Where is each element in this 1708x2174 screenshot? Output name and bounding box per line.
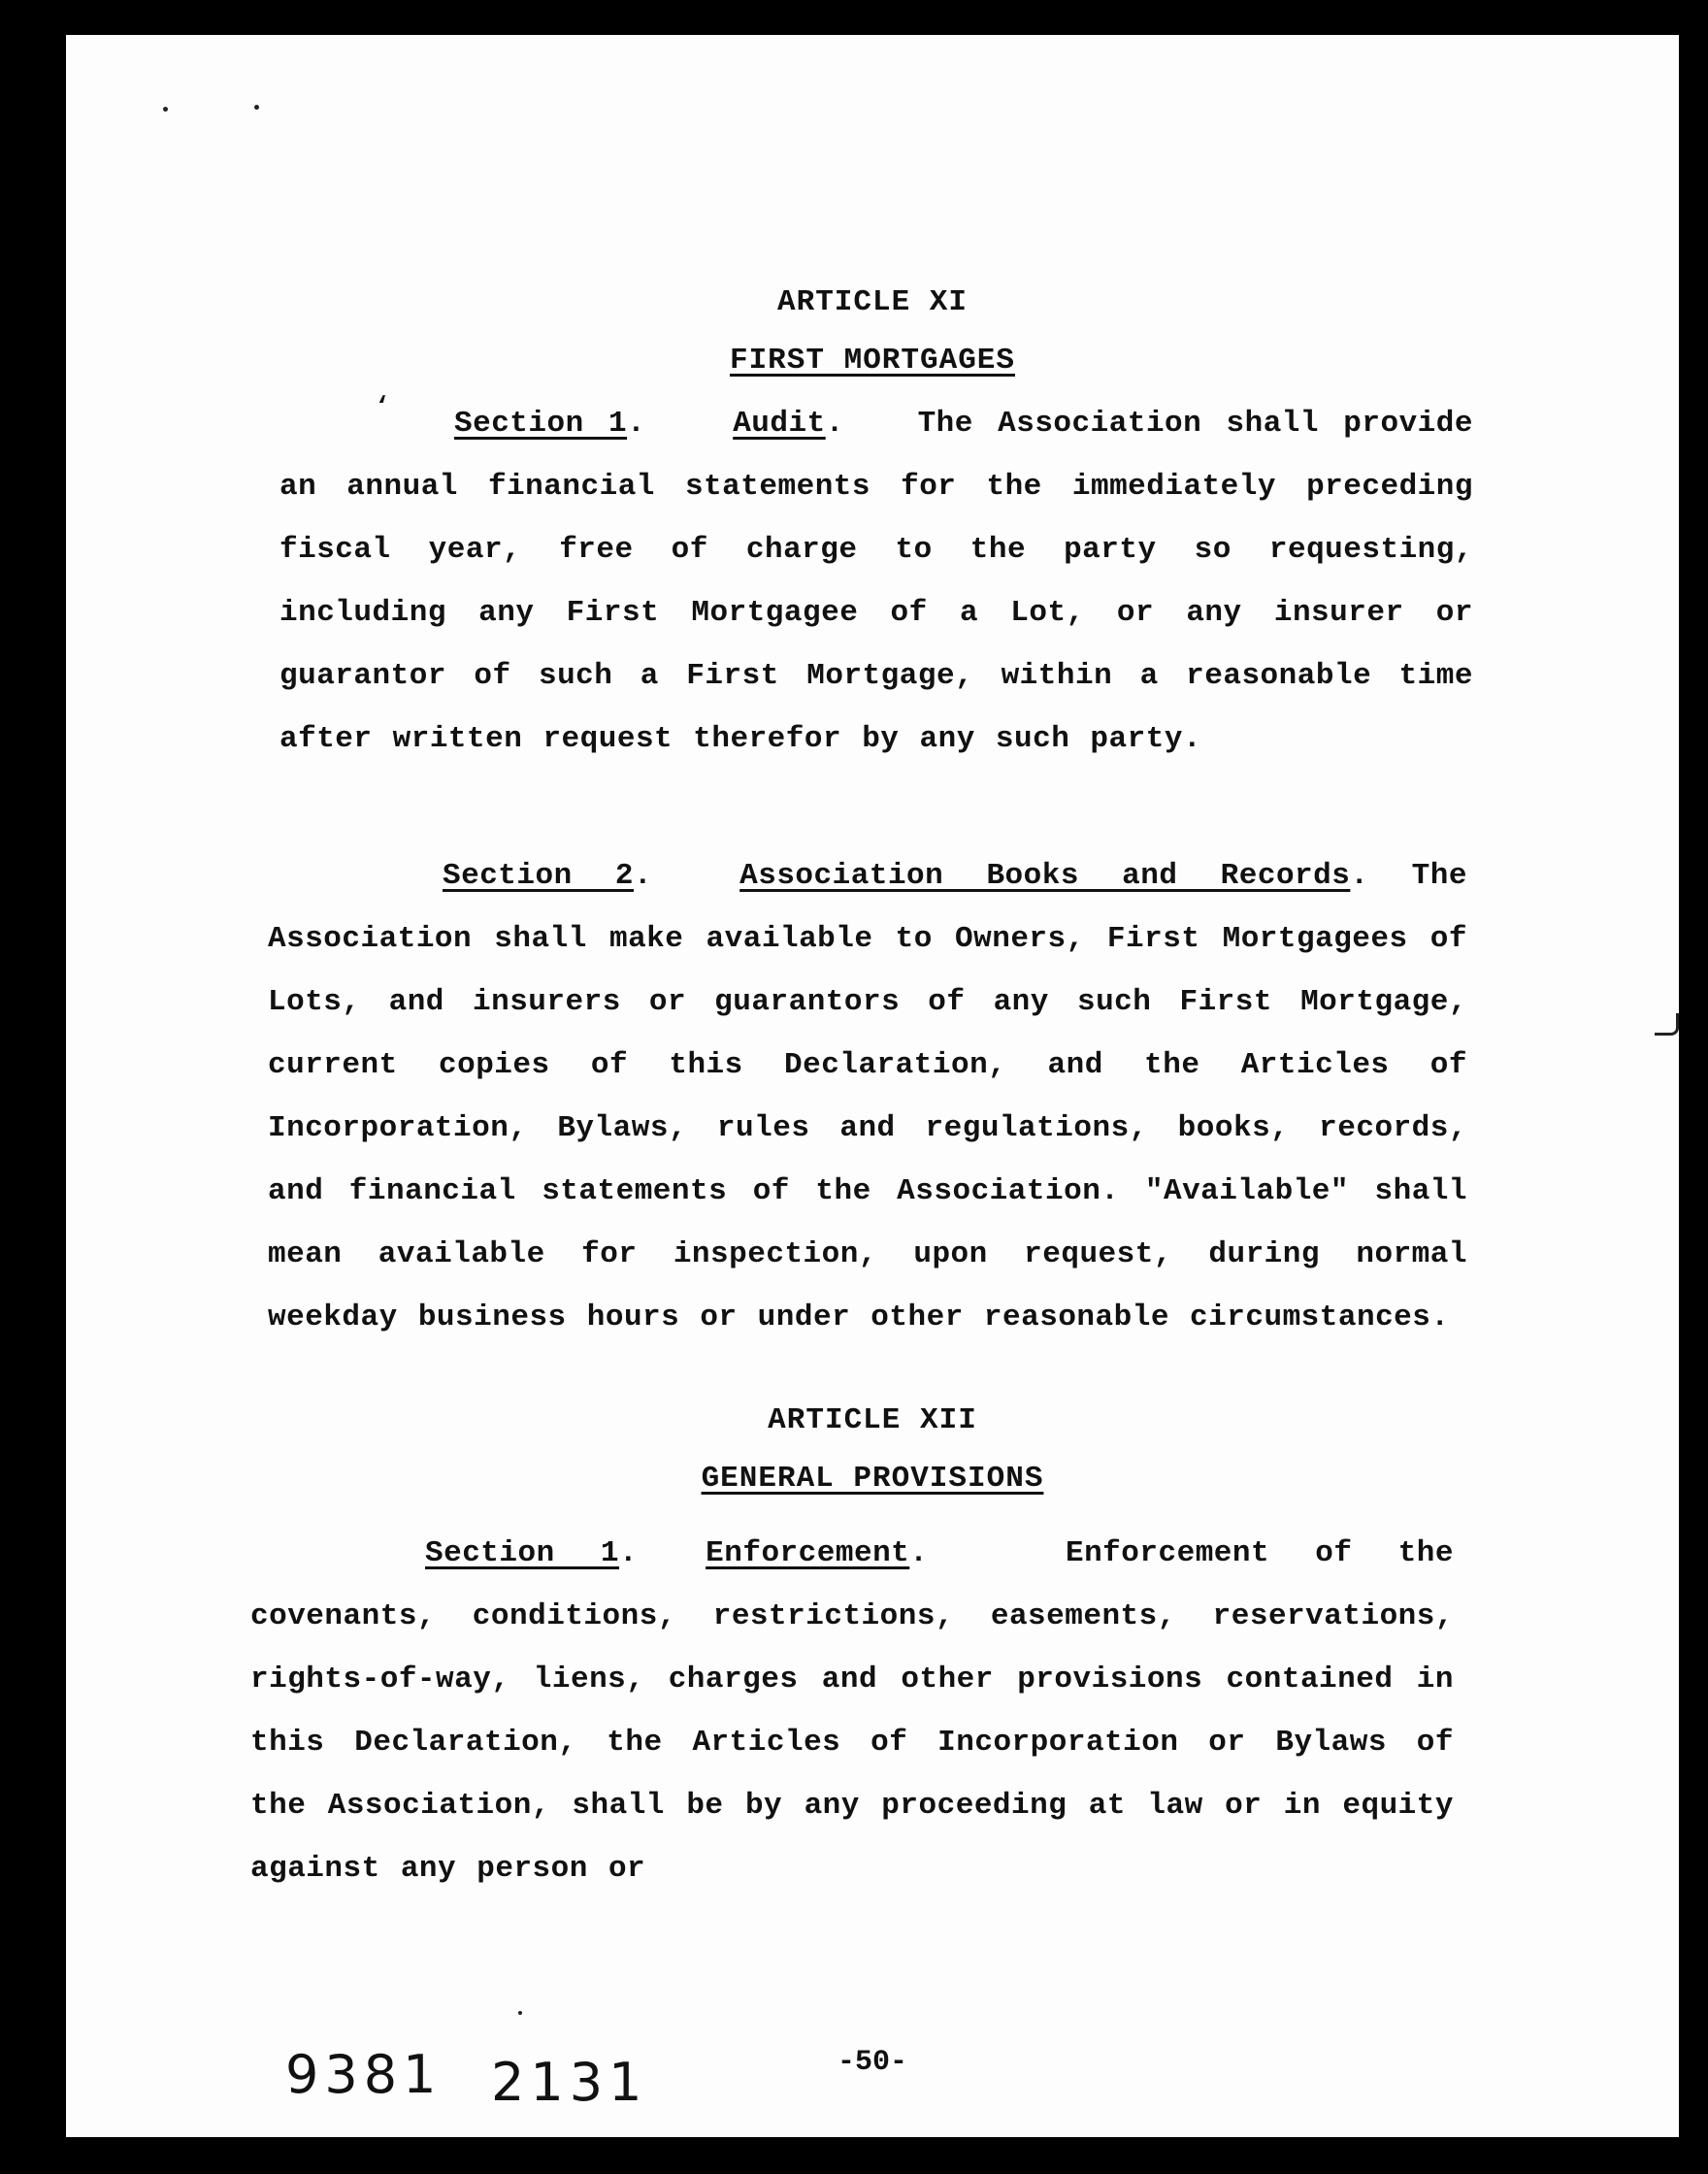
article-11-subtitle-text: FIRST MORTGAGES — [729, 344, 1016, 378]
document-page — [66, 35, 1679, 2137]
article-12-title: ARTICLE XII — [768, 1403, 977, 1437]
section-label: Section 2 — [443, 859, 635, 893]
article-12-subtitle — [66, 1462, 1679, 1496]
section-text: The Association shall make available to Owners, First Mortgagees of Lots, and insurers or guarantors of any such First Mortgage, current copies of this Declaration, and the Articles of Incorporation, Bylaws, rules and regulations, books, records, and financial statements of the Association. "Available" shall mean available for inspection, upon request, during normal weekday business hours or under other reasonable circumstances. — [268, 859, 1467, 1334]
margin-mark: ‘ — [375, 392, 390, 421]
section-heading: Association Books and Records — [739, 859, 1351, 893]
article-11-title: ARTICLE XI — [776, 285, 969, 319]
stamp-number-right: 2131 — [491, 2052, 648, 2113]
scan-speck — [254, 105, 259, 110]
stamp-number-left: 9381 — [285, 2044, 443, 2105]
section-text: Enforcement of the covenants, conditions, restrictions, easements, reservations, rights-of-way, liens, charges and other provisions contained in this Declaration, the Articles of Incorporation or Bylaws of the Association, shall be by any proceeding at law or in equity against any person or — [250, 1536, 1455, 1886]
article-11-section-1: Section 1. Audit. The Association shall provide an annual financial statements for the immediately preceding fiscal year, free of charge to the party so requesting, including any First Mortgagee of a Lot, or any insurer or guarantor of such a First Mortgage, within a reasonable time after written request therefor by any such party. — [279, 407, 1473, 756]
article-12-section-1: Section 1. Enforcement. Enforcement of the covenants, conditions, restrictions, easements, reservations, rights-of-way, liens, charges and other provisions contained in this Declaration, the Articles of Incorporation or Bylaws of the Association, shall be by any proceeding at law or in equity against any person or — [250, 1536, 1455, 1886]
article-11-section-2: Section 2. Association Books and Records. The Association shall make available to Owners, First Mortgagees of Lots, and insurers or guarantors of any such First Mortgage, current copies of this Declaration, and the Articles of Incorporation, Bylaws, rules and regulations, books, records, and financial statements of the Association. "Available" shall mean available for inspection, upon request, during normal weekday business hours or under other reasonable circumstances. — [268, 859, 1467, 1334]
document-body — [66, 35, 1679, 2137]
section-text: The Association shall provide an annual financial statements for the immediately preceding fiscal year, free of charge to the party so requesting, including any First Mortgagee of a Lot, or any insurer or guarantor of such a First Mortgage, within a reasonable time after written request therefor by any such party. — [279, 407, 1473, 756]
section-heading: Audit — [733, 407, 826, 441]
article-11-subtitle — [66, 344, 1679, 378]
page-number: -50- — [837, 2046, 907, 2079]
section-label: Section 1 — [425, 1536, 620, 1570]
scan-speck — [518, 2011, 522, 2015]
article-12-subtitle-text: GENERAL PROVISIONS — [701, 1462, 1044, 1496]
section-label: Section 1 — [454, 407, 628, 441]
scan-speck — [163, 107, 168, 112]
section-heading: Enforcement — [706, 1536, 910, 1570]
edge-mark — [1655, 1013, 1679, 1036]
